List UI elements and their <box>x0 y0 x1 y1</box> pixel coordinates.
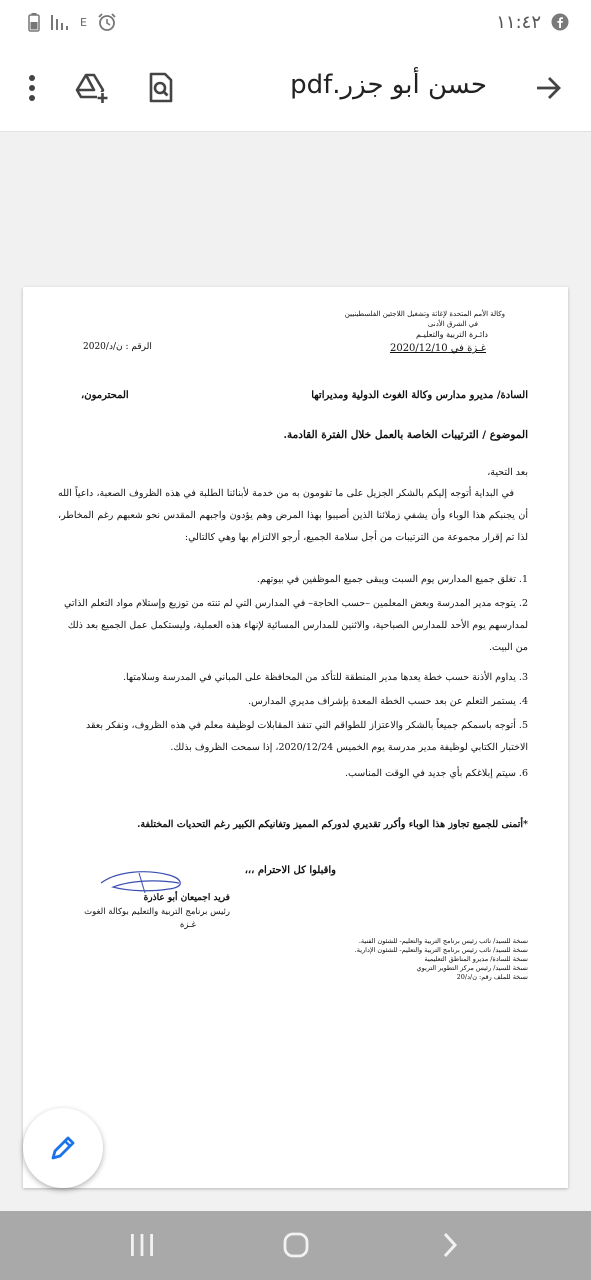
arrow-right-icon <box>536 76 562 100</box>
system-navigation-bar <box>0 1211 591 1280</box>
addressee-honorific: المحترمون، <box>81 390 129 401</box>
list-item: 2. يتوجه مدير المدرسة وبعض المعلمين –حسب الحاجة– في المدارس التي لم تنته من توزيع وإستلام مواد التعلم الذاتي لمدارسهم يوم الأحد للمدارس الصباحية، والاثنين للمدارس المسائية لإنهاء هذه العملية، وليستكمل عمل الجميع بعد ذلك من البيت. <box>63 598 528 653</box>
intro-paragraph: في البداية أتوجه إليكم بالشكر الجزيل على ما تقومون به من خدمة لأبنائنا الطلبة في هذه الظروف الصعبة، داعياً الله أن يجنبكم هذا الوباء وأن يشفي زملائنا الذين أصيبوا بهذا المرض وهم يؤدون واجبهم المقدس نحو شعبهم رغم المخاطر، لذا تم إقرار مجموعة من الترتيبات من أجل سلامة الجميع، أرجو الالتزام بها وهي كالتالي: <box>58 488 528 543</box>
signer-city: غـزة <box>179 920 196 930</box>
list-item: 6. سيتم إبلاغكم بأي جديد في الوقت المناسب. <box>344 768 528 779</box>
document-search-icon <box>148 72 174 104</box>
list-item: 4. يستمر التعلم عن بعد حسب الخطة المعدة بإشراف مديري المدارس. <box>248 696 528 707</box>
home-button[interactable] <box>266 1223 326 1267</box>
find-in-document-button[interactable] <box>137 64 185 112</box>
edit-fab-button[interactable] <box>23 1108 103 1188</box>
place-date: غـزة في 2020/12/10 <box>389 343 486 354</box>
reference-number: الرقم : ن/د/2020 <box>83 342 152 352</box>
cc-line: نسخة للسيد/ رئيس مركز التطوير التربوي <box>416 964 528 972</box>
chevron-right-icon <box>440 1232 460 1258</box>
subject-line: الموضوع / الترتيبات الخاصة بالعمل خلال الفترة القادمة. <box>283 429 528 441</box>
facebook-icon <box>551 13 569 31</box>
cc-line: نسخة للسيد/ نائب رئيس برنامج التربية والتعليم- للشئون الإدارية. <box>354 946 528 954</box>
home-icon <box>282 1231 310 1259</box>
more-vert-icon <box>28 75 36 101</box>
wishes-line: *أتمنى للجميع تجاوز هذا الوباء وأكرر تقديري لدوركم المميز وتفانيكم الكبير رغم التحديات المختلفة. <box>137 819 528 830</box>
closing-line: واقبلوا كل الاحترام ،،، <box>244 865 336 876</box>
list-item: 5. أتوجه باسمكم جميعاً بالشكر والاعتزاز للطواقم التي تنفذ المقابلات لوظيفة معلم في هذه الظروف، ونفكر بعقد الاختبار الكتابي لوظيفة مدير مدرسة يوم الخميس 2020/12/24، إذا سمحت الظروف بذلك. <box>85 720 528 753</box>
status-icons-right <box>496 9 569 35</box>
document-title: حسن أبو جزر.pdf <box>290 70 487 100</box>
cc-line: نسخة للسيد/ نائب رئيس برنامج التربية والتعليم- للشئون الفنية. <box>358 937 528 945</box>
add-to-drive-button[interactable] <box>68 64 116 112</box>
add-to-drive-icon <box>75 72 109 104</box>
battery-icon <box>28 12 40 32</box>
list-item: 1. تغلق جميع المدارس يوم السبت ويبقى جميع الموظفين في بيوتهم. <box>256 574 528 585</box>
status-bar <box>0 0 591 44</box>
pencil-icon <box>48 1133 78 1163</box>
signer-name: فريد اجميعان أبو عاذرة <box>143 893 230 903</box>
more-options-button[interactable] <box>8 64 56 112</box>
greeting: بعد التحية، <box>487 467 528 478</box>
list-item: 3. يداوم الأذنة حسب خطة يعدها مدير المنطقة للتأكد من المحافظة على المباني في المدرسة وسلامتها. <box>123 672 528 683</box>
back-button[interactable] <box>525 64 573 112</box>
clock: ١١:٤٢ <box>496 11 541 33</box>
alarm-icon <box>97 12 117 32</box>
cc-line: نسخة للسادة/ مديرو المناطق التعليمية <box>424 955 528 963</box>
signal-icon <box>50 13 70 31</box>
network-type-label: E <box>80 15 87 29</box>
cc-line: نسخة للملف رقم: ن/د/20 <box>456 973 528 981</box>
app-bar <box>0 44 591 132</box>
pdf-viewer[interactable] <box>0 133 591 1211</box>
org-line-2: في الشرق الأدنى <box>427 320 478 328</box>
signer-title: رئيس برنامج التربية والتعليم بوكالة الغوث <box>84 907 230 917</box>
recent-apps-button[interactable] <box>112 1223 172 1267</box>
back-nav-button[interactable] <box>420 1223 480 1267</box>
recent-apps-icon <box>129 1233 155 1257</box>
pdf-page <box>23 287 568 1188</box>
org-line-3: دائـرة التربية والتعليـم <box>416 330 488 339</box>
status-icons-left <box>28 10 117 34</box>
org-line-1: وكالة الأمم المتحدة لإغاثة وتشغيل اللاجئين الفلسطينيين <box>344 310 505 318</box>
addressee: السادة/ مديرو مدارس وكالة الغوث الدولية ومديراتها <box>311 390 528 401</box>
